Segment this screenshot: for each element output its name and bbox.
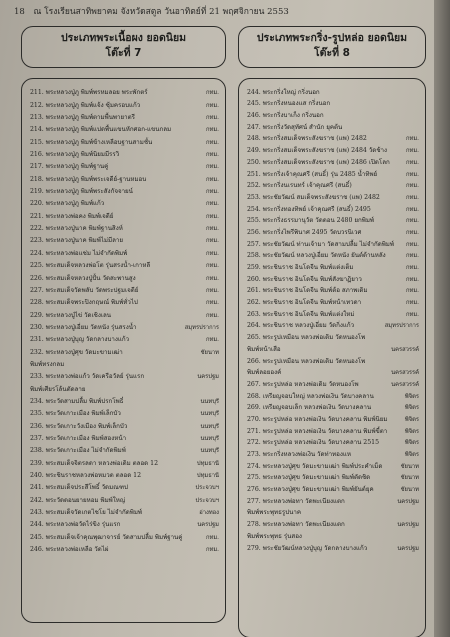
item-location: กทม.: [206, 250, 219, 257]
list-item: [30, 122, 219, 134]
item-text: 279. พระชัยวัฒน์หลวงปู่บุญ วัดกลางบางแก้ว: [247, 544, 368, 552]
item-text: 267. พระรูปหล่อ หลวงพ่อเดิม วัดหนองโพ: [247, 380, 359, 388]
list-item: [30, 270, 219, 282]
list-item: [30, 468, 219, 480]
page-edge: [434, 0, 450, 637]
item-text: 254. พระกริ่งทองทิพย์ เจ้าคุณศรี (สนธิ์) 2495: [247, 205, 371, 213]
item-location: ปทุมธานี: [196, 473, 219, 479]
item-location: กทม.: [406, 241, 419, 248]
item-text: 225. พระสมเด็จหลวงพ่อโต รุ่นสรงน้ำ-เกาหลี: [30, 262, 151, 270]
item-text: พิมพ์ลอยองค์: [247, 369, 282, 377]
item-text: 244. พระกริ่งใหญ่ กริ่งนอก: [247, 88, 320, 96]
item-location: กทม.: [406, 148, 419, 155]
list-item: [247, 354, 419, 366]
item-location: กทม.: [406, 171, 419, 178]
list-item: [247, 179, 419, 191]
list-item: [30, 455, 219, 467]
item-text: 276. พระหลวงปู่ศุข วัดมะขามเฒ่า พิมพ์ยันต์ยุค: [247, 486, 374, 494]
item-location: กทม.: [406, 136, 419, 143]
list-item: [247, 120, 419, 132]
item-text: พิมพ์หน้าเสือ: [247, 345, 281, 353]
list-item: [247, 319, 419, 331]
item-text: 246. พระหลวงพ่อเหลือ วัดไผ่: [30, 546, 109, 554]
item-text: 277. พระหลวงพ่อทา วัดพะเนียงแตก: [247, 497, 345, 505]
item-text: 243. พระสมเด็จวัดเกตไชโย ไม่จำกัดพิมพ์: [30, 509, 142, 517]
item-location: ชัยนาท: [400, 463, 419, 470]
list-item: [30, 134, 219, 146]
item-text: 236. พระวัดเกาะวังเมือง พิมพ์เล็กบัว: [30, 422, 128, 430]
list-item: [247, 143, 419, 155]
item-text: 220. พระหลวงปู่ภู พิมพ์แก้ว: [30, 200, 105, 208]
item-location: พิจิตร: [404, 393, 419, 400]
item-location: นครปฐม: [397, 522, 419, 529]
list-item: [30, 147, 219, 159]
list-item: [247, 167, 419, 179]
list-item: [30, 196, 219, 208]
list-item: [247, 295, 419, 307]
item-location: กทม.: [206, 189, 219, 196]
list-item: [247, 389, 419, 401]
item-location: กทม.: [206, 275, 219, 282]
item-text: 223. พระหลวงปู่นาค พิมพ์ไม่มีลาย: [30, 237, 123, 245]
item-location: กทม.: [206, 312, 219, 319]
list-item: [247, 401, 419, 413]
item-location: นครปฐม: [397, 545, 419, 552]
left-table-label: โต๊ะที่ 7: [105, 47, 142, 59]
right-title-box: [238, 26, 426, 68]
item-location: กทม.: [406, 311, 419, 318]
item-text: 274. พระหลวงปู่ศุข วัดมะขามเฒ่า พิมพ์ประคำเม็ด: [247, 462, 383, 470]
item-location: พิจิตร: [404, 416, 419, 423]
item-text: 255. พระกริ่งธรรมานุวัต วัดดอน 2480 ยกพิมพ์: [247, 217, 374, 225]
list-item: [30, 233, 219, 245]
item-location: กทม.: [406, 253, 419, 260]
list-item: [30, 406, 219, 418]
list-item: [30, 258, 219, 270]
item-location: กทม.: [406, 288, 419, 295]
item-location: กทม.: [206, 102, 219, 109]
item-text: 242. พระวัดดอนยายหอม พิมพ์ใหญ่: [30, 496, 126, 504]
list-item: [247, 284, 419, 296]
right-title: ประเภทพระกริ่ง-รูปหล่อ ยอดนิยม: [256, 32, 408, 44]
list-item: [247, 85, 419, 97]
list-item: [30, 184, 219, 196]
item-text: 218. พระหลวงปู่ภู พิมพ์พระเจดีย์-ฐานหมอน: [30, 175, 147, 183]
item-location: กทม.: [206, 263, 219, 270]
list-item: [30, 208, 219, 220]
item-text: 213. พระหลวงปู่ภู พิมพ์ตามพื้นพายาตรี: [30, 114, 135, 122]
list-item: [247, 132, 419, 144]
item-text: 273. พระกริ่งหลวงพ่อเงิน วัดท่าทองแห: [247, 451, 351, 458]
list-item: [30, 418, 219, 430]
item-text: 250. พระกริ่งสมเด็จพระสังฆราช (แพ) 2486 เปิดโลก: [247, 158, 390, 166]
item-location: กทม.: [406, 218, 419, 225]
item-text: 237. พระวัดเกาะเมือง พิมพ์สองหน้า: [30, 434, 127, 442]
list-item: [247, 494, 419, 506]
item-location: นครสวรรค์: [391, 370, 419, 377]
item-text: 257. พระชัยวัฒน์ ท่านเจ้ามา วัดสามปลื้ม ไม่จำกัดพิมพ์: [247, 240, 394, 248]
item-text: 245. พระสมเด็จเจ้าคุณพุฒาจารย์ วัดสามปลื้ม พิมพ์ฐานคู่: [30, 533, 183, 541]
list-item: [30, 344, 219, 356]
list-item: [30, 110, 219, 122]
item-location: กทม.: [206, 152, 219, 159]
item-location: กทม.: [206, 534, 219, 541]
item-location: กทม.: [206, 201, 219, 208]
item-text: 247. พระกริ่งวัดสุทัศน์ สำนัก ยุคต้น: [247, 123, 343, 131]
item-text: 219. พระหลวงปู่ภู พิมพ์พระสังกัจจายน์: [30, 188, 133, 196]
item-text: 256. พระกริ่งไพรีพินาศ 2495 วัดบวรนิเวศ: [247, 228, 362, 236]
item-location: กทม.: [206, 337, 219, 344]
item-text: พิมพ์พระพุทธรูปนาค: [247, 509, 301, 517]
right-table-label: โต๊ะที่ 8: [314, 47, 350, 59]
item-text: 248. พระกริ่งสมเด็จพระสังฆราช (แพ) 2482: [247, 135, 367, 143]
item-text: 239. พระสมเด็จจิตรลดา หลวงพ่อเดิม ตลอด 12: [30, 459, 159, 467]
item-location: สมุทรปราการ: [384, 323, 419, 330]
list-item: [30, 97, 219, 109]
list-item: [30, 295, 219, 307]
item-text: 270. พระรูปหล่อ หลวงพ่อเงิน วัดบางคลาน พิมพ์นิยม: [247, 415, 388, 423]
item-text: 272. พระรูปหล่อ หลวงพ่อเงิน วัดบางคลาน 2515: [247, 439, 380, 447]
list-item: [247, 506, 419, 518]
item-text: 269. เหรียญจอบเล็ก หลวงพ่อเงิน วัดบางคลาน: [247, 404, 372, 412]
list-item: [247, 471, 419, 483]
list-item: [30, 542, 219, 554]
item-location: กทม.: [406, 300, 419, 307]
list-item: [247, 424, 419, 436]
list-item: [247, 529, 419, 541]
list-item: [247, 377, 419, 389]
item-text: 259. พระชินราช อินโดจีน พิมพ์แต่งเต็ม: [247, 264, 354, 271]
item-location: กทม.: [406, 159, 419, 166]
list-item: [247, 202, 419, 214]
item-text: 226. พระสมเด็จหลวงปู่ปั้น วัดสะพานสูง: [30, 274, 136, 282]
list-item: [30, 307, 219, 319]
list-item: [30, 369, 219, 381]
item-text: 263. พระชินราช อินโดจีน พิมพ์แต่งใหม่: [247, 310, 355, 318]
item-text: 275. พระหลวงปู่ศุข วัดมะขามเฒ่า พิมพ์ตัดชิด: [247, 474, 371, 482]
item-text: 221. พระหลวงพ่อคง พิมพ์เจดีย์: [30, 212, 114, 220]
list-item: [247, 97, 419, 109]
list-item: [30, 505, 219, 517]
list-item: [247, 214, 419, 226]
list-item: [30, 431, 219, 443]
list-item: [247, 459, 419, 471]
item-text: พิมพ์พระพุทธ รุ่นสอง: [247, 532, 302, 540]
item-text: 229. พระหลวงปู่ไข่ วัดเชิงเลน: [30, 311, 112, 319]
list-item: [247, 436, 419, 448]
list-item: [247, 541, 419, 553]
item-text: 217. พระหลวงปู่ภู พิมพ์ฐานคู่: [30, 163, 109, 171]
item-location: กทม.: [406, 276, 419, 283]
item-location: กทม.: [206, 176, 219, 183]
item-location: กทม.: [206, 238, 219, 245]
item-location: ประจวบฯ: [195, 497, 219, 504]
page-number: 18: [14, 7, 25, 17]
item-text: พิมพ์เศียรโล้นตัดลาย: [30, 385, 86, 393]
list-item: [247, 447, 419, 459]
item-text: 224. พระหลวงพ่อแช่ม ไม่จำกัดพิมพ์: [30, 249, 128, 257]
item-location: กทม.: [406, 206, 419, 213]
item-text: พิมพ์ทรงกลม: [30, 360, 65, 368]
list-item: [247, 366, 419, 378]
page-header: [14, 4, 434, 18]
right-column: [238, 26, 426, 552]
item-location: พิจิตร: [404, 452, 419, 458]
item-location: กทม.: [206, 115, 219, 122]
item-location: กทม.: [406, 229, 419, 236]
item-text: 278. พระหลวงพ่อทา วัดพะเนียงแตก: [247, 521, 345, 529]
item-text: 240. พระชินราชหลวงพ่อหมวด ตลอด 12: [30, 472, 142, 479]
item-text: 251. พระกริ่งเจ้าคุณศรี (สนธิ์) รุ่น 2485 น้ำทิพย์: [247, 170, 378, 178]
item-location: กทม.: [206, 547, 219, 554]
item-location: นครสวรรค์: [391, 381, 419, 388]
list-item: [247, 225, 419, 237]
item-text: 215. พระหลวงปู่ภู พิมพ์ข้างเหลือบฐานสามชั้น: [30, 138, 153, 146]
item-location: กทม.: [206, 226, 219, 233]
list-item: [30, 171, 219, 183]
item-text: 233. พระหลวงพ่อแก้ว วัดเครือวัลย์ รุ่นแรก: [30, 373, 145, 381]
list-item: [247, 412, 419, 424]
list-item: [247, 237, 419, 249]
item-location: นครสวรรค์: [391, 346, 419, 353]
item-location: ชัยนาท: [200, 349, 219, 356]
item-location: กทม.: [206, 90, 219, 97]
item-text: 252. พระกริ่งนเรนทร์ เจ้าคุณศรี (สนธิ์): [247, 182, 352, 190]
item-text: 235. พระวัดเกาะเมือง พิมพ์เล็กบัว: [30, 410, 121, 418]
item-location: นนทบุรี: [200, 448, 219, 455]
list-item: [30, 283, 219, 295]
list-item: [247, 190, 419, 202]
item-text: 238. พระวัดเกาะเมือง ไม่จำกัดพิมพ์: [30, 447, 126, 455]
item-text: 265. พระรูปเหมือน หลวงพ่อเดิม วัดหนองโพ: [247, 334, 366, 342]
list-item: [30, 517, 219, 529]
list-item: [247, 307, 419, 319]
item-text: 246. พระกริ่งบาเก็ง กริ่งนอก: [247, 112, 324, 120]
item-text: 271. พระรูปหล่อ หลวงพ่อเงิน วัดบางคลาน พิมพ์ขี้ตา: [247, 427, 388, 435]
header-text: ณ โรงเรียนสาทิพยาคม จังหวัดสตูล วันอาทิตย์ที่ 21 พฤศจิกายน 2553: [33, 7, 289, 17]
item-text: 230. พระหลวงปู่เอี่ยม วัดหนัง รุ่นสรงน้ำ: [30, 323, 137, 331]
right-list: [238, 78, 426, 637]
item-text: 241. พระสมเด็จประสีโพธิ์ วัดมณฑป: [30, 484, 128, 492]
item-location: กทม.: [206, 287, 219, 294]
item-text: 216. พระหลวงปู่ภู พิมพ์นิยมมีรรวิ: [30, 151, 120, 159]
item-location: นครปฐม: [197, 374, 219, 381]
left-column: [21, 26, 226, 554]
list-item: [247, 342, 419, 354]
item-text: 228. พระสมเด็จพระปิงกฤษณ์ พิมพ์ทั่วไป: [30, 299, 138, 307]
item-location: กทม.: [206, 127, 219, 134]
item-text: 262. พระชินราช อินโดจีน พิมพ์หน้าเทวดา: [247, 299, 362, 307]
list-item: [30, 221, 219, 233]
list-item: [247, 155, 419, 167]
list-item: [247, 249, 419, 261]
list-item: [30, 332, 219, 344]
item-location: สมุทรปราการ: [184, 324, 219, 331]
list-item: [247, 482, 419, 494]
item-location: กทม.: [206, 300, 219, 307]
item-location: นนทบุรี: [200, 423, 219, 430]
list-item: [30, 85, 219, 97]
list-item: [30, 159, 219, 171]
item-location: นนทบุรี: [200, 435, 219, 442]
item-location: นนทบุรี: [200, 398, 219, 405]
item-location: พิจิตร: [404, 428, 419, 435]
item-location: ปทุมธานี: [196, 460, 219, 467]
list-item: [247, 260, 419, 272]
left-title-box: [21, 26, 226, 68]
item-location: กทม.: [406, 265, 419, 271]
item-location: นนทบุรี: [200, 411, 219, 418]
item-text: 245. พระกริ่งหนองแส กริ่งนอก: [247, 100, 331, 108]
item-text: 244. พระหลวงพ่อวัดไร่ขิง รุ่นแรก: [30, 521, 121, 529]
item-location: พิจิตร: [404, 405, 419, 412]
item-location: ชัยนาท: [400, 475, 419, 482]
item-text: 261. พระชินราช อินโดจีน พิมพ์ต้อ สภาพเดิม: [247, 287, 368, 295]
item-text: 231. พระหลวงปู่บุญ วัดกลางบางแก้ว: [30, 336, 130, 344]
item-text: 258. พระชัยวัฒน์ หลวงปู่เอี่ยม วัดหนัง ยันต์ด้านหลัง: [247, 252, 386, 260]
item-text: 222. พระหลวงปู่นาค พิมพ์ฐานสิงห์: [30, 225, 123, 233]
item-location: ชัยนาท: [400, 487, 419, 494]
item-text: 253. พระชัยวัฒน์ สมเด็จพระสังฆราช (แพ) 2482: [247, 193, 380, 201]
list-item: [30, 443, 219, 455]
item-location: นครปฐม: [197, 522, 219, 529]
list-item: [30, 480, 219, 492]
list-item: [30, 492, 219, 504]
item-text: 214. พระหลวงปู่ภู พิมพ์แปดพื้นแขนหักศอก-แขนกลม: [30, 126, 172, 134]
item-location: กทม.: [206, 139, 219, 146]
list-item: [247, 108, 419, 120]
list-item: [30, 381, 219, 393]
item-location: ประจวบฯ: [195, 485, 219, 492]
list-item: [247, 272, 419, 284]
list-item: [30, 357, 219, 369]
list-item: [30, 529, 219, 541]
list-item: [247, 517, 419, 529]
list-item: [30, 394, 219, 406]
item-location: กทม.: [206, 164, 219, 171]
item-location: พิจิตร: [404, 440, 419, 447]
item-text: 249. พระกริ่งสมเด็จพระสังฆราช (แพ) 2484 วัดช้าง: [247, 147, 388, 155]
item-location: นครปฐม: [397, 498, 419, 505]
list-item: [247, 330, 419, 342]
item-text: 264. พระชินราช หลวงปู่เอี่ยม วัดกิ่งแก้ว: [247, 322, 355, 330]
item-location: กทม.: [206, 213, 219, 220]
item-text: 260. พระชินราช อินโดจีน พิมพ์สังฆาฏิยาว: [247, 275, 362, 283]
item-text: 266. พระรูปเหมือน หลวงพ่อเดิม วัดหนองโพ: [247, 357, 366, 365]
item-text: 232. พระหลวงปู่ศุข วัดมะขามเฒ่า: [30, 348, 123, 356]
list-item: [30, 320, 219, 332]
item-text: 211. พระหลวงปู่ภู พิมพ์พรหมลอย พระพักตร์: [30, 89, 148, 97]
item-location: กทม.: [406, 183, 419, 190]
left-title: ประเภทพระเนื้อผง ยอดนิยม: [60, 32, 187, 44]
item-location: อ่างทอง: [199, 510, 219, 517]
item-location: กทม.: [406, 194, 419, 201]
item-text: 234. พระวัดสามปลื้ม พิมพ์ปรกโพธิ์: [30, 397, 124, 405]
list-item: [30, 245, 219, 257]
item-text: 227. พระสมเด็จวัดพลับ วัดพระปฐมเจดีย์: [30, 286, 139, 294]
left-list: [21, 78, 226, 623]
item-text: 268. เหรียญจอบใหญ่ หลวงพ่อเงิน วัดบางคลาน: [247, 392, 374, 400]
item-text: 212. พระหลวงปู่ภู พิมพ์แจ้ง ซุ้มครอบแก้ว: [30, 101, 141, 109]
